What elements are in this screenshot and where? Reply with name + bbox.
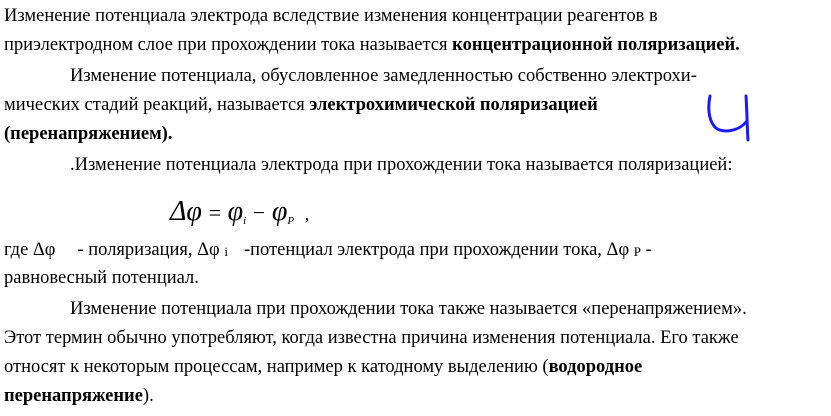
text-span: где Δφ <box>4 240 56 260</box>
paragraph-2-line-3 <box>4 122 172 146</box>
text-span: Изменение потенциала при прохождении тока также называется «перенапряжением». <box>70 299 747 319</box>
definitions-line-2 <box>4 266 199 290</box>
bold-term-concentration-polarization: концентрационной поляризацией. <box>452 35 740 55</box>
paragraph-3-line-1 <box>70 153 732 177</box>
paragraph-2-line-2 <box>4 93 598 117</box>
text-span: - поляризация, Δφ <box>77 240 220 260</box>
paragraph-1-line-2 <box>4 33 740 57</box>
text-span: равновесный потенциал. <box>4 268 199 288</box>
formula-phi-i: φ <box>227 196 244 227</box>
text-span: Этот термин обычно употребляют, когда известна причина изменения потенциала. Его также <box>4 328 739 348</box>
text-span: ). <box>142 386 154 406</box>
subscript-p: P <box>633 244 641 259</box>
bold-term-overvoltage: (перенапряжением). <box>4 124 173 144</box>
paragraph-4-line-2 <box>4 326 739 350</box>
paragraph-1-line-1 <box>4 4 658 28</box>
text-span: мических стадий реакций, называется <box>4 95 310 115</box>
formula-subscript-i: i <box>243 215 247 227</box>
paragraph-4-line-4 <box>4 384 154 408</box>
bold-term-overvoltage-2: перенапряжение <box>4 386 143 406</box>
formula-equals: = <box>208 200 221 225</box>
text-span: Изменение потенциала электрода вследствие изменения концентрации реагентов в <box>4 6 658 26</box>
paragraph-2-line-1 <box>70 64 697 88</box>
formula-lhs: Δφ <box>170 196 202 227</box>
polarization-formula <box>170 196 309 228</box>
handwritten-mark <box>700 92 760 158</box>
formula-phi-p: φ <box>271 196 288 227</box>
bold-term-electrochemical-polarization: электрохимической поляризацией <box>309 95 598 115</box>
text-span: Изменение потенциала, обусловленное замедленностью собственно электрохи- <box>70 66 697 86</box>
formula-minus: − <box>252 200 266 225</box>
text-span: приэлектродном слое при прохождении тока называется <box>4 35 453 55</box>
text-span: .Изменение потенциала электрода при прохождении тока называется поляризацией: <box>70 155 733 175</box>
text-span: -потенциал электрода при прохождении тока, Δφ <box>244 240 630 260</box>
formula-comma: , <box>304 204 310 224</box>
formula-subscript-p: P <box>287 215 295 227</box>
text-span: - <box>641 240 652 260</box>
paragraph-4-line-3 <box>4 355 642 379</box>
text-span: относят к некоторым процессам, например к катодному выделению ( <box>4 357 549 377</box>
subscript-i: i <box>224 244 228 259</box>
definitions-line-1 <box>4 238 652 264</box>
bold-term-hydrogen: водородное <box>548 357 643 377</box>
paragraph-4-line-1 <box>70 297 747 321</box>
